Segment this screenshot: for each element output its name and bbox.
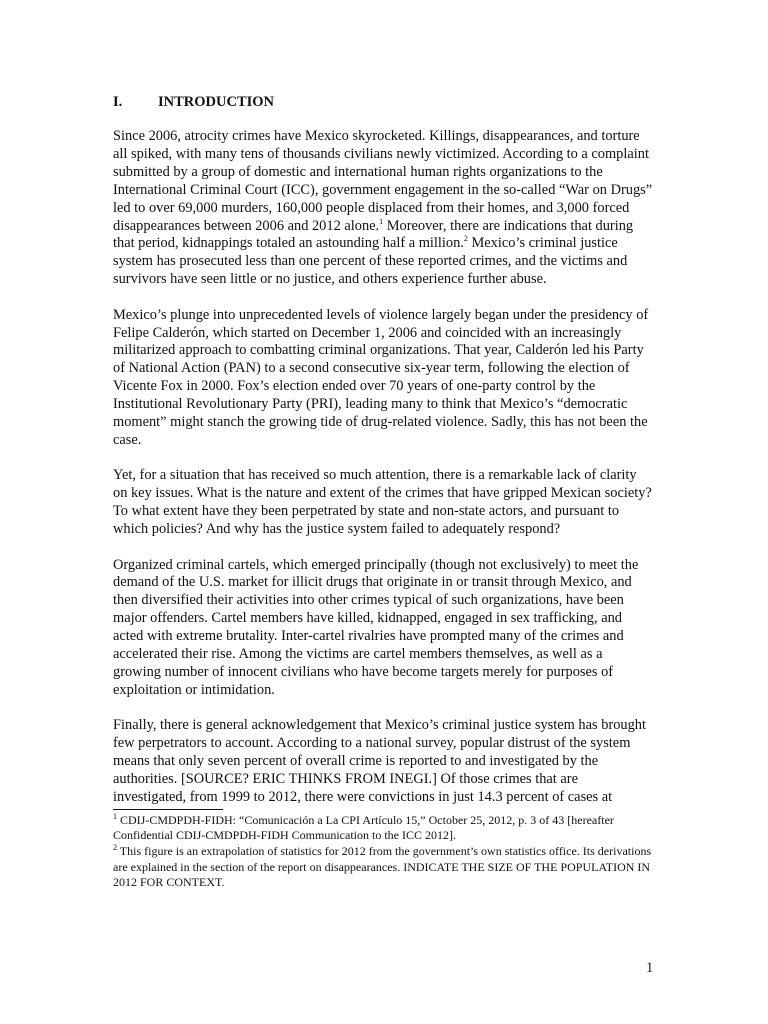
document-page	[113, 92, 653, 891]
footnote-2-text: This figure is an extrapolation of statistics for 2012 from the government’s own statistics office. Its derivations are explained in the section of the report on disappearances. INDICATE THE SIZE OF THE POPULATION IN 2012 FOR CONTEXT.	[113, 844, 652, 890]
paragraph-1-text-b: Moreover, there are indications that during that period, kidnappings totaled an astounding half a million.	[113, 217, 634, 252]
paragraph-1-text-c: Mexico’s criminal justice system has prosecuted less than one percent of these reported crimes, and the victims and survivors have seen little or no justice, and others experience further abuse.	[113, 235, 628, 288]
paragraph-3: Yet, for a situation that has received so much attention, there is a remarkable lack of clarity on key issues. What is the nature and extent of the crimes that have gripped Mexican society? To what extent have they been perpetrated by state and non-state actors, and pursuant to which policies? And why has the justice system failed to adequately respond?	[113, 467, 652, 538]
paragraph-1-text-a: Since 2006, atrocity crimes have Mexico skyrocketed. Killings, disappearances, and torture all spiked, with many tens of thousands civilians newly victimized. According to a complaint submitted by a group of domestic and international human rights organizations to the International Criminal Court (ICC), government engagement in the so-called “War on Drugs” led to over 69,000 murders, 160,000 people displaced from their homes, and 3,000 forced disappearances between 2006 and 2012 alone.	[113, 128, 653, 234]
section-number: I.	[113, 94, 123, 110]
footnote-divider	[113, 809, 223, 810]
paragraph-4: Organized criminal cartels, which emerged principally (though not exclusively) to meet the demand of the U.S. market for illicit drugs that originate in or transit through Mexico, and then diversified their activities into other crimes typical of such organizations, have been major offenders. Cartel members have killed, kidnapped, engaged in sex trafficking, and acted with extreme brutality. Inter-cartel rivalries have prompted many of the crimes and accelerated their rise. Among the victims are cartel members themselves, as well as a growing number of innocent civilians who have become targets merely for purposes of exploitation or intimidation.	[113, 556, 639, 698]
footnote-ref-1[interactable]: 1	[379, 216, 384, 226]
footnote-2	[113, 844, 653, 891]
paragraph-5: Finally, there is general acknowledgement that Mexico’s criminal justice system has brought few perpetrators to account. According to a national survey, popular distrust of the system means that only seven percent of overall crime is reported to and investigated by the authorities. [SOURCE? ERIC THINKS FROM INEGI.] Of those crimes that are investigated, from 1999 to 2012, there were convictions in just 14.3 percent of cases at	[113, 717, 646, 805]
footnote-1	[113, 813, 653, 844]
footnote-2-marker: 2	[113, 843, 117, 852]
paragraph-2: Mexico’s plunge into unprecedented levels of violence largely began under the presidency of Felipe Calderón, which started on December 1, 2006 and coincided with an increasingly militarized approach to combatting criminal organizations. That year, Calderón led his Party of National Action (PAN) to a second consecutive six-year term, following the election of Vicente Fox in 2000. Fox’s election ended over 70 years of one-party control by the Institutional Revolutionary Party (PRI), leading many to think that Mexico’s “democratic moment” might stanch the growing tide of drug-related violence. Sadly, this has not been the case.	[113, 306, 649, 448]
footnote-1-marker: 1	[113, 811, 117, 821]
footnote-1-text: CDIJ-CMDPDH-FIDH: “Comunicación a La CPI Artículo 15,” October 25, 2012, p. 3 of 43 [hereafter Confidential CDIJ-CMDPDH-FIDH Communication to the ICC 2012].	[113, 812, 614, 843]
page-number: 1	[646, 960, 654, 976]
section-title: INTRODUCTION	[158, 94, 275, 110]
section-heading	[113, 92, 653, 112]
footnote-ref-2[interactable]: 2	[463, 234, 468, 244]
paragraph-1	[113, 128, 653, 289]
